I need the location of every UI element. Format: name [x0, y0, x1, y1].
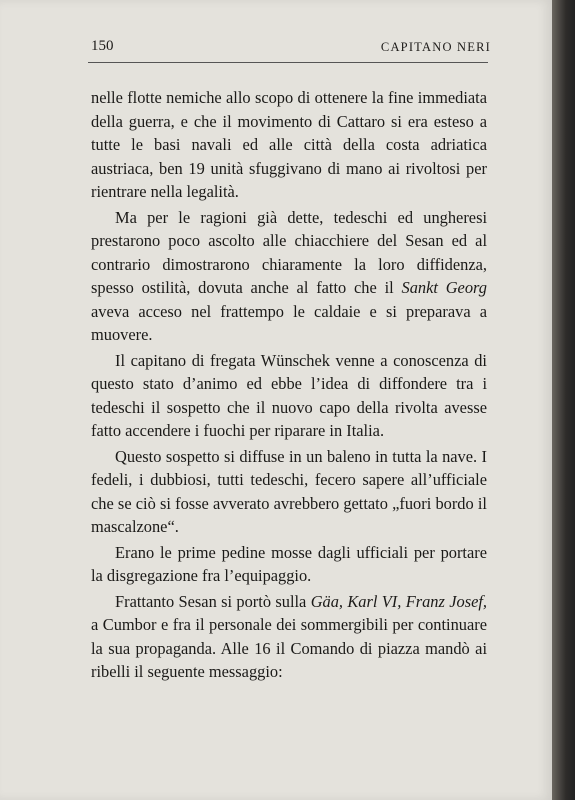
paragraph: nelle flotte nemiche allo scopo di ottenere la fine immediata della guerra, e che il movimento di Cattaro si era esteso a tutte le basi navali ed alle città della costa adriatica austriaca, ben 19 unità sfuggivano di mano ai rivoltosi per rientrare nella legalità.: [91, 88, 487, 201]
paragraph-text: Ma per le ragioni già dette, tedeschi ed ungheresi prestarono poco ascolto alle chiacchiere del Sesan ed al contrario dimostrarono chiaramente la loro diffidenza, spesso ostilità, dovuta anche al fatto che il: [91, 207, 487, 297]
paragraph: [91, 206, 487, 347]
ship-name-italic: Sankt Georg: [401, 278, 487, 297]
paragraph: [91, 590, 487, 684]
header-rule: [88, 62, 488, 63]
body-text: [91, 86, 487, 684]
book-spine-edge: [552, 0, 575, 800]
paragraph-text: Frattanto Sesan si portò sulla: [115, 591, 311, 611]
paragraph-text: aveva acceso nel frattempo le caldaie e si preparava a muovere.: [91, 301, 487, 344]
paragraph: Erano le prime pedine mosse dagli ufficiali per portare la disgregazione fra l’equipaggio.: [91, 542, 487, 585]
running-title: CAPITANO NERI: [380, 40, 491, 54]
paragraph-text: a Cumbor e fra il personale dei sommergibili per continuare la sua propaganda. Alle 16 il Comando di piazza mandò ai ribelli il seguente messaggio:: [91, 615, 487, 681]
paragraph: Questo sospetto si diffuse in un baleno in tutta la nave. I fedeli, i dubbiosi, tutti tedeschi, fecero sapere all’ufficiale che se ciò si fosse avverato avrebbero gettato „fuori bordo il mascalzone“.: [91, 446, 487, 536]
paragraph: Il capitano di fregata Wünschek venne a conoscenza di questo stato d’animo ed ebbe l’idea di diffondere tra i tedeschi il sospetto che il nuovo capo della rivolta avesse fatto accendere i fuochi per riparare in Italia.: [91, 350, 487, 440]
page-number: 150: [91, 38, 114, 54]
page-header: [91, 38, 491, 62]
ship-names-italic: Gäa, Karl VI, Franz Josef,: [310, 591, 487, 611]
